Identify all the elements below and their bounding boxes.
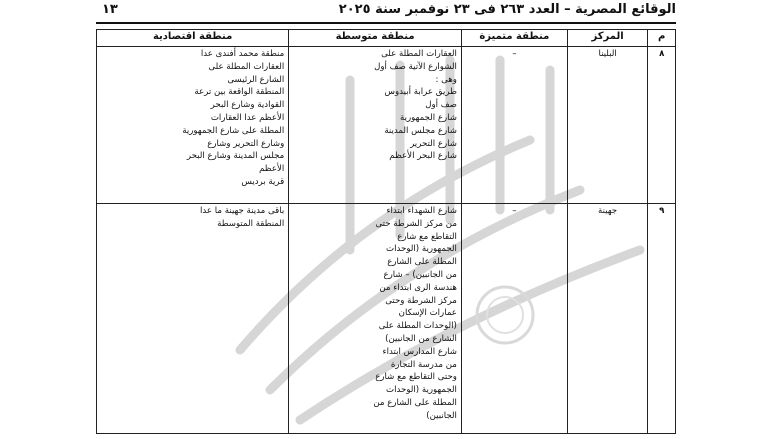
column-header-medium: منطقة متوسطة <box>289 30 462 47</box>
distinguished-zone: – <box>461 204 567 434</box>
column-header-distinguished: منطقة متميزة <box>461 30 567 47</box>
header-rule <box>96 22 676 24</box>
row-number: ٩ <box>648 204 676 434</box>
page-header <box>96 2 676 22</box>
center-name: جهينة <box>567 204 648 434</box>
row-number: ٨ <box>648 47 676 204</box>
center-name: البلينا <box>567 47 648 204</box>
column-header-center: المركز <box>567 30 648 47</box>
table-row <box>97 204 676 434</box>
medium-zone: العقارات المطلة على الشوارع الآتية صف أول وهى : طريق عرابة أبيدوس صف أول شارع الجمهورية شارع مجلس المدينة شارع التحرير شارع البحر الأعظم <box>289 47 462 204</box>
column-header-number: م <box>648 30 676 47</box>
header-title: الوقائع المصرية – العدد ٢٦٣ فى ٢٣ نوفمبر سنة ٢٠٢٥ <box>338 2 676 17</box>
zones-table <box>96 29 676 434</box>
table-row <box>97 47 676 204</box>
table-header-row <box>97 30 676 47</box>
distinguished-zone: – <box>461 47 567 204</box>
economic-zone: باقى مدينة جهينة ما عدا المنطقة المتوسطة <box>97 204 289 434</box>
medium-zone: شارع الشهداء ابتداء من مركز الشرطة حتى التقاطع مع شارع الجمهورية (الوحدات المطلة على الشارع من الجانبين) – شارع هندسة الرى ابتداء من مركز الشرطة وحتى عمارات الإسكان (الوحدات المطلة على الشارع من الجانبين) شارع المدارس ابتداء من مدرسة التجارة وحتى التقاطع مع شارع الجمهورية (الوحدات المطلة على الشارع من الجانبين) <box>289 204 462 434</box>
economic-zone: منطقة محمد أفندى عدا العقارات المطلة على الشارع الرئيسى المنطقة الواقعة بين ترعة القوادية وشارع البحر الأعظم عدا العقارات المطلة على شارع الجمهورية وشارع التحرير وشارع مجلس المدينة وشارع البحر الأعظم قرية بردیس <box>97 47 289 204</box>
column-header-economic: منطقة اقتصادية <box>97 30 289 47</box>
page-number: ١٣ <box>102 2 118 17</box>
